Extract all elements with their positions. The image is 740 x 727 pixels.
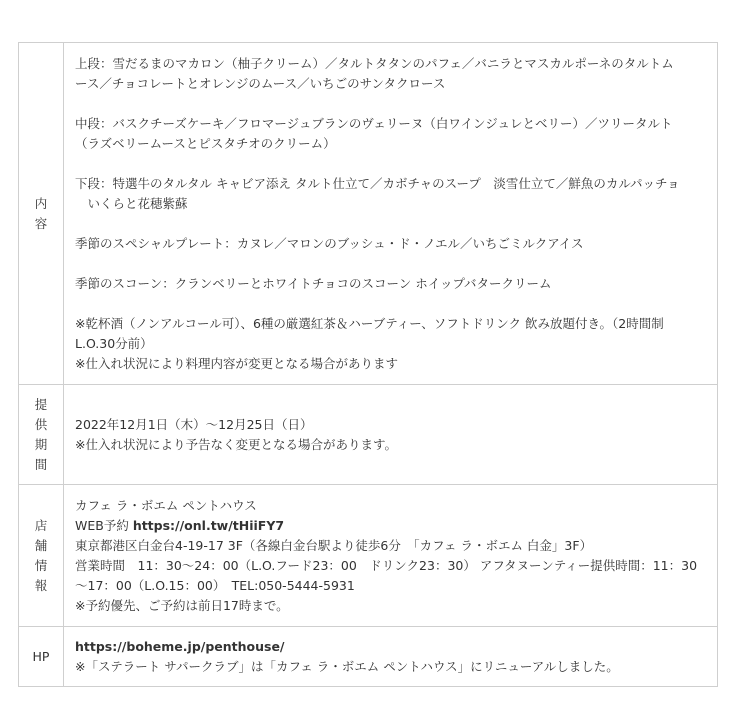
label-char: 内 bbox=[34, 195, 48, 211]
middle-tier-line-2: （ラズベリームースとピスタチオのクリーム） bbox=[75, 135, 336, 151]
web-reservation-label: WEB予約 bbox=[75, 517, 133, 533]
label-char: 期 bbox=[34, 436, 48, 452]
info-table bbox=[18, 42, 718, 687]
label-char: 容 bbox=[34, 215, 48, 231]
business-hours-line-2: ～17：00（L.O.15：00） TEL:050-5444-5931 bbox=[75, 577, 355, 593]
lower-tier-line-1: 下段：特選牛のタルタル キャビア添え タルト仕立て／カボチャのスープ 淡雪仕立て／鮮魚のカルパッチョ bbox=[75, 175, 680, 191]
scone-line: 季節のスコーン：クランベリーとホワイトチョコのスコーン ホイップバタークリーム bbox=[75, 275, 552, 291]
special-plate-line: 季節のスペシャルプレート：カヌレ／マロンのブッシュ・ド・ノエル／いちごミルクアイス bbox=[75, 235, 584, 251]
homepage-link[interactable]: https://boheme.jp/penthouse/ bbox=[75, 638, 285, 654]
business-hours-line-1: 営業時間 11：30～24：00（L.O.フード23：00 ドリンク23：30） アフタヌーンティー提供時間：11：30 bbox=[75, 557, 698, 573]
store-address: 東京都港区白金台4-19-17 3F（各線白金台駅より徒歩6分 「カフェ ラ・ボエム 白金」3F） bbox=[75, 537, 593, 553]
row-label-hp: HP bbox=[19, 627, 64, 687]
drink-note-line-2: L.O.30分前） bbox=[75, 335, 153, 351]
label-char: 報 bbox=[34, 577, 48, 593]
row-content-contents bbox=[64, 43, 718, 385]
web-reservation-link[interactable]: https://onl.tw/tHiiFY7 bbox=[132, 517, 285, 533]
row-content-hp bbox=[64, 627, 718, 687]
row-content-store bbox=[64, 485, 718, 627]
period-note: ※仕入れ状況により予告なく変更となる場合があります。 bbox=[75, 436, 397, 452]
upper-tier-line-1: 上段：雪だるまのマカロン（柚子クリーム）／タルトタタンのパフェ／バニラとマスカルポーネのタルトム bbox=[75, 55, 674, 71]
period-dates: 2022年12月1日（木）～12月25日（日） bbox=[75, 416, 313, 432]
drink-note-line-1: ※乾杯酒（ノンアルコール可）、6種の厳選紅茶＆ハーブティー、ソフトドリンク 飲み放題付き。（2時間制 bbox=[75, 315, 664, 331]
label-char: 舗 bbox=[34, 537, 48, 553]
lower-tier-line-2: いくらと花穂紫蘇 bbox=[75, 195, 188, 211]
middle-tier-line-1: 中段：バスクチーズケーキ／フロマージュブランのヴェリーヌ（白ワインジュレとベリー）／ツリータルト bbox=[75, 115, 673, 131]
label-char: 供 bbox=[34, 416, 48, 432]
row-label-store bbox=[19, 485, 64, 627]
label-char: 情 bbox=[34, 557, 48, 573]
table-row-store bbox=[19, 485, 718, 627]
row-label-period bbox=[19, 385, 64, 485]
menu-change-note: ※仕入れ状況により料理内容が変更となる場合があります bbox=[75, 355, 398, 371]
web-reservation bbox=[75, 516, 707, 536]
table-row-period bbox=[19, 385, 718, 485]
label-char: 店 bbox=[34, 517, 48, 533]
store-name: カフェ ラ・ボエム ペントハウス bbox=[75, 497, 257, 513]
reservation-note: ※予約優先、ご予約は前日17時まで。 bbox=[75, 597, 289, 613]
upper-tier-line-2: ース／チョコレートとオレンジのムース／いちごのサンタクロース bbox=[75, 75, 446, 91]
table-row-hp bbox=[19, 627, 718, 687]
label-char: 提 bbox=[34, 396, 48, 412]
label-char: 間 bbox=[34, 456, 48, 472]
row-label-contents bbox=[19, 43, 64, 385]
row-content-period bbox=[64, 385, 718, 485]
renewal-note: ※「ステラート サパークラブ」は「カフェ ラ・ボエム ペントハウス」にリニューアルしました。 bbox=[75, 658, 619, 674]
table-row-contents bbox=[19, 43, 718, 385]
